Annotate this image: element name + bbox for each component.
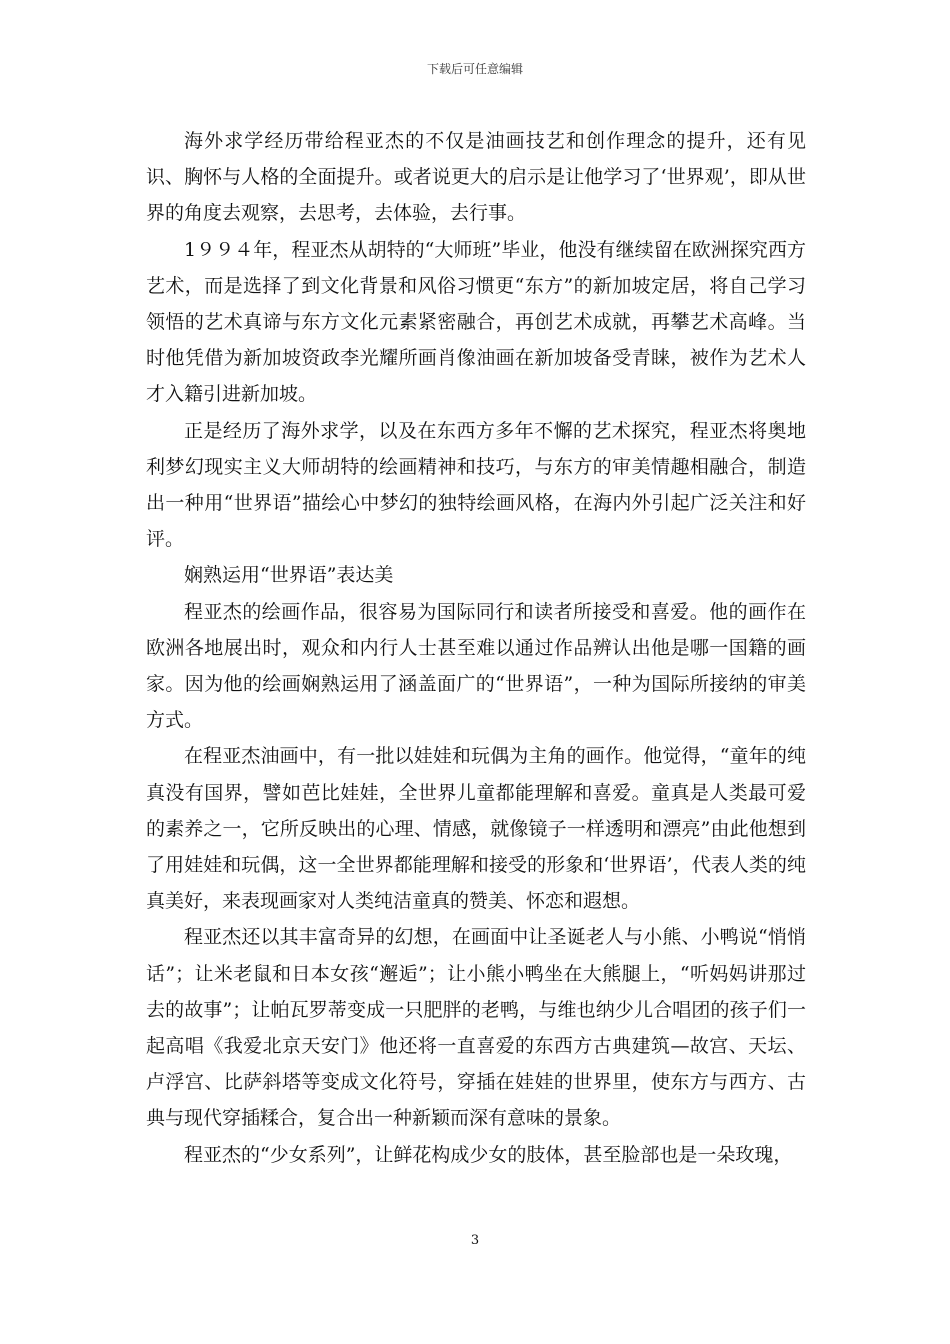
paragraph: 1９９４年，程亚杰从胡特的“大师班”毕业，他没有继续留在欧洲探究西方艺术，而是选择了到文化背景和风俗习惯更“东方”的新加坡定居，将自己学习领悟的艺术真谛与东方文化元素紧密融合，再创艺术成就，再攀艺术高峰。当时他凭借为新加坡资政李光耀所画肖像油画在新加坡备受青睐，被作为艺术人才入籍引进新加坡。 bbox=[146, 238, 806, 406]
paragraph: 海外求学经历带给程亚杰的不仅是油画技艺和创作理念的提升，还有见识、胸怀与人格的全面提升。或者说更大的启示是让他学习了‘世界观’，即从世界的角度去观察，去思考，去体验，去行事。 bbox=[146, 130, 806, 225]
paragraph: 程亚杰还以其丰富奇异的幻想，在画面中让圣诞老人与小熊、小鸭说“悄悄话”；让米老鼠和日本女孩“邂逅”；让小熊小鸭坐在大熊腿上，“听妈妈讲那过去的故事”；让帕瓦罗蒂变成一只肥胖的老鸭，与维也纳少儿合唱团的孩子们一起高唱《我爱北京天安门》他还将一直喜爱的东西方古典建筑—故宫、天坛、卢浮宫、比萨斜塔等变成文化符号，穿插在娃娃的世界里，使东方与西方、古典与现代穿插糅合，复合出一种新颖而深有意味的景象。 bbox=[146, 926, 806, 1130]
section-heading: 娴熟运用“世界语”表达美 bbox=[184, 564, 394, 587]
paragraph: 正是经历了海外求学，以及在东西方多年不懈的艺术探究，程亚杰将奥地利梦幻现实主义大师胡特的绘画精神和技巧，与东方的审美情趣相融合，制造出一种用“世界语”描绘心中梦幻的独特绘画风格，在海内外引起广泛关注和好评。 bbox=[146, 419, 806, 551]
document-body bbox=[146, 123, 806, 1173]
page-number: 3 bbox=[470, 1233, 480, 1248]
paragraph: 程亚杰的绘画作品，很容易为国际同行和读者所接受和喜爱。他的画作在欧洲各地展出时，观众和内行人士甚至难以通过作品辨认出他是哪一国籍的画家。因为他的绘画娴熟运用了涵盖面广的“世界语”，一种为国际所接纳的审美方式。 bbox=[146, 600, 806, 732]
paragraph: 在程亚杰油画中，有一批以娃娃和玩偶为主角的画作。他觉得，“童年的纯真没有国界，譬如芭比娃娃，全世界儿童都能理解和喜爱。童真是人类最可爱的素养之一，它所反映出的心理、情感，就像镜子一样透明和漂亮”由此他想到了用娃娃和玩偶，这一全世界都能理解和接受的形象和‘世界语’，代表人类的纯真美好，来表现画家对人类纯洁童真的赞美、怀恋和遐想。 bbox=[146, 745, 806, 913]
page-header: 下载后可任意编辑 bbox=[426, 62, 523, 76]
paragraph: 程亚杰的“少女系列”，让鲜花构成少女的肢体，甚至脸部也是一朵玫瑰， bbox=[184, 1143, 793, 1166]
